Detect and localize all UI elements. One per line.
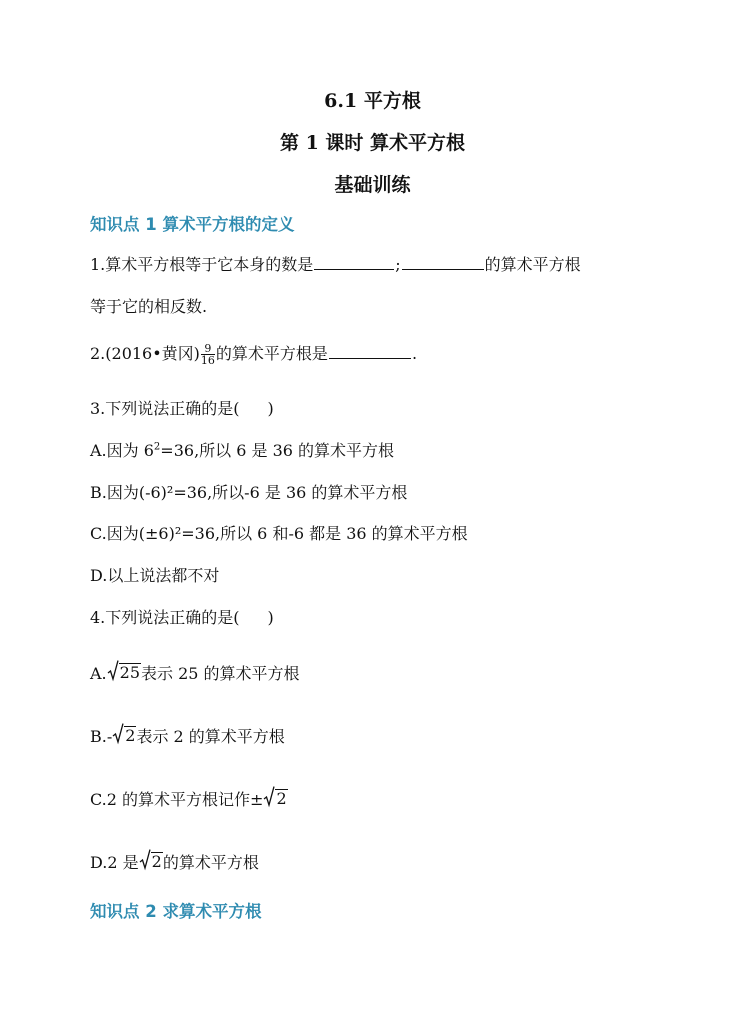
fraction-numerator: 9 bbox=[201, 343, 215, 355]
q4-option-a-post: 表示 25 的算术平方根 bbox=[141, 664, 300, 683]
radical-sign-icon bbox=[107, 660, 119, 682]
answer-blank bbox=[329, 344, 411, 359]
fraction bbox=[201, 343, 215, 366]
radicand: 2 bbox=[151, 852, 162, 871]
square-root bbox=[263, 786, 287, 808]
square-root bbox=[107, 660, 141, 682]
knowledge-point-2-heading: 知识点 2 求算术平方根 bbox=[90, 902, 262, 921]
q3-option-a bbox=[90, 441, 394, 461]
question-4-stem bbox=[90, 608, 274, 628]
q4-option-d bbox=[90, 849, 259, 873]
q1-text-b: 的算术平方根 bbox=[484, 255, 581, 274]
q4-option-a-pre: A. bbox=[90, 664, 107, 683]
q2-suffix: 的算术平方根是 bbox=[215, 344, 328, 363]
question-1 bbox=[90, 255, 581, 275]
q1-text-a: 1.算术平方根等于它本身的数是 bbox=[90, 255, 314, 274]
fraction-denominator: 16 bbox=[200, 354, 215, 367]
q4-option-b-post: 表示 2 的算术平方根 bbox=[136, 727, 285, 746]
square-root bbox=[139, 849, 163, 871]
q4-option-a bbox=[90, 660, 300, 684]
question-2 bbox=[90, 343, 417, 366]
q4-option-c-pre: C.2 的算术平方根记作± bbox=[90, 790, 264, 809]
superscript: 2 bbox=[153, 441, 161, 453]
radical-sign-icon bbox=[139, 849, 151, 871]
square-root bbox=[112, 723, 136, 745]
answer-blank bbox=[314, 255, 394, 270]
q3-option-b: B.因为(-6)²=36,所以-6 是 36 的算术平方根 bbox=[90, 483, 408, 502]
q3-option-a-post: =36,所以 6 是 36 的算术平方根 bbox=[160, 441, 395, 460]
q2-prefix: 2.(2016•黄冈) bbox=[90, 344, 200, 363]
q2-end: . bbox=[411, 344, 418, 363]
radical-sign-icon bbox=[263, 786, 275, 808]
q3-option-d: D.以上说法都不对 bbox=[90, 566, 220, 585]
subtitle: 基础训练 bbox=[334, 174, 411, 196]
q1-separator: ; bbox=[395, 255, 401, 274]
radical-sign-icon bbox=[112, 723, 124, 745]
q4-option-b-pre: B.- bbox=[90, 727, 113, 746]
q4-stem-text: 4.下列说法正确的是( bbox=[90, 608, 240, 627]
radicand: 25 bbox=[119, 663, 140, 682]
q4-option-b bbox=[90, 723, 285, 747]
knowledge-point-1-heading: 知识点 1 算术平方根的定义 bbox=[90, 215, 295, 234]
q3-option-c: C.因为(±6)²=36,所以 6 和-6 都是 36 的算术平方根 bbox=[90, 524, 468, 543]
q3-stem-end: ) bbox=[267, 399, 274, 418]
radicand: 2 bbox=[276, 789, 287, 808]
q4-option-c bbox=[90, 786, 288, 810]
question-1-line-2: 等于它的相反数. bbox=[90, 297, 208, 316]
answer-blank bbox=[402, 255, 484, 270]
q4-option-d-post: 的算术平方根 bbox=[162, 853, 259, 872]
q3-stem-text: 3.下列说法正确的是( bbox=[90, 399, 240, 418]
q4-option-d-pre: D.2 是 bbox=[90, 853, 139, 872]
question-3-stem bbox=[90, 399, 274, 419]
lesson-title: 第 1 课时 算术平方根 bbox=[279, 132, 466, 154]
q3-option-a-pre: A.因为 6 bbox=[90, 441, 154, 460]
q4-stem-end: ) bbox=[267, 608, 274, 627]
section-title: 6.1 平方根 bbox=[324, 90, 421, 112]
radicand: 2 bbox=[125, 726, 136, 745]
